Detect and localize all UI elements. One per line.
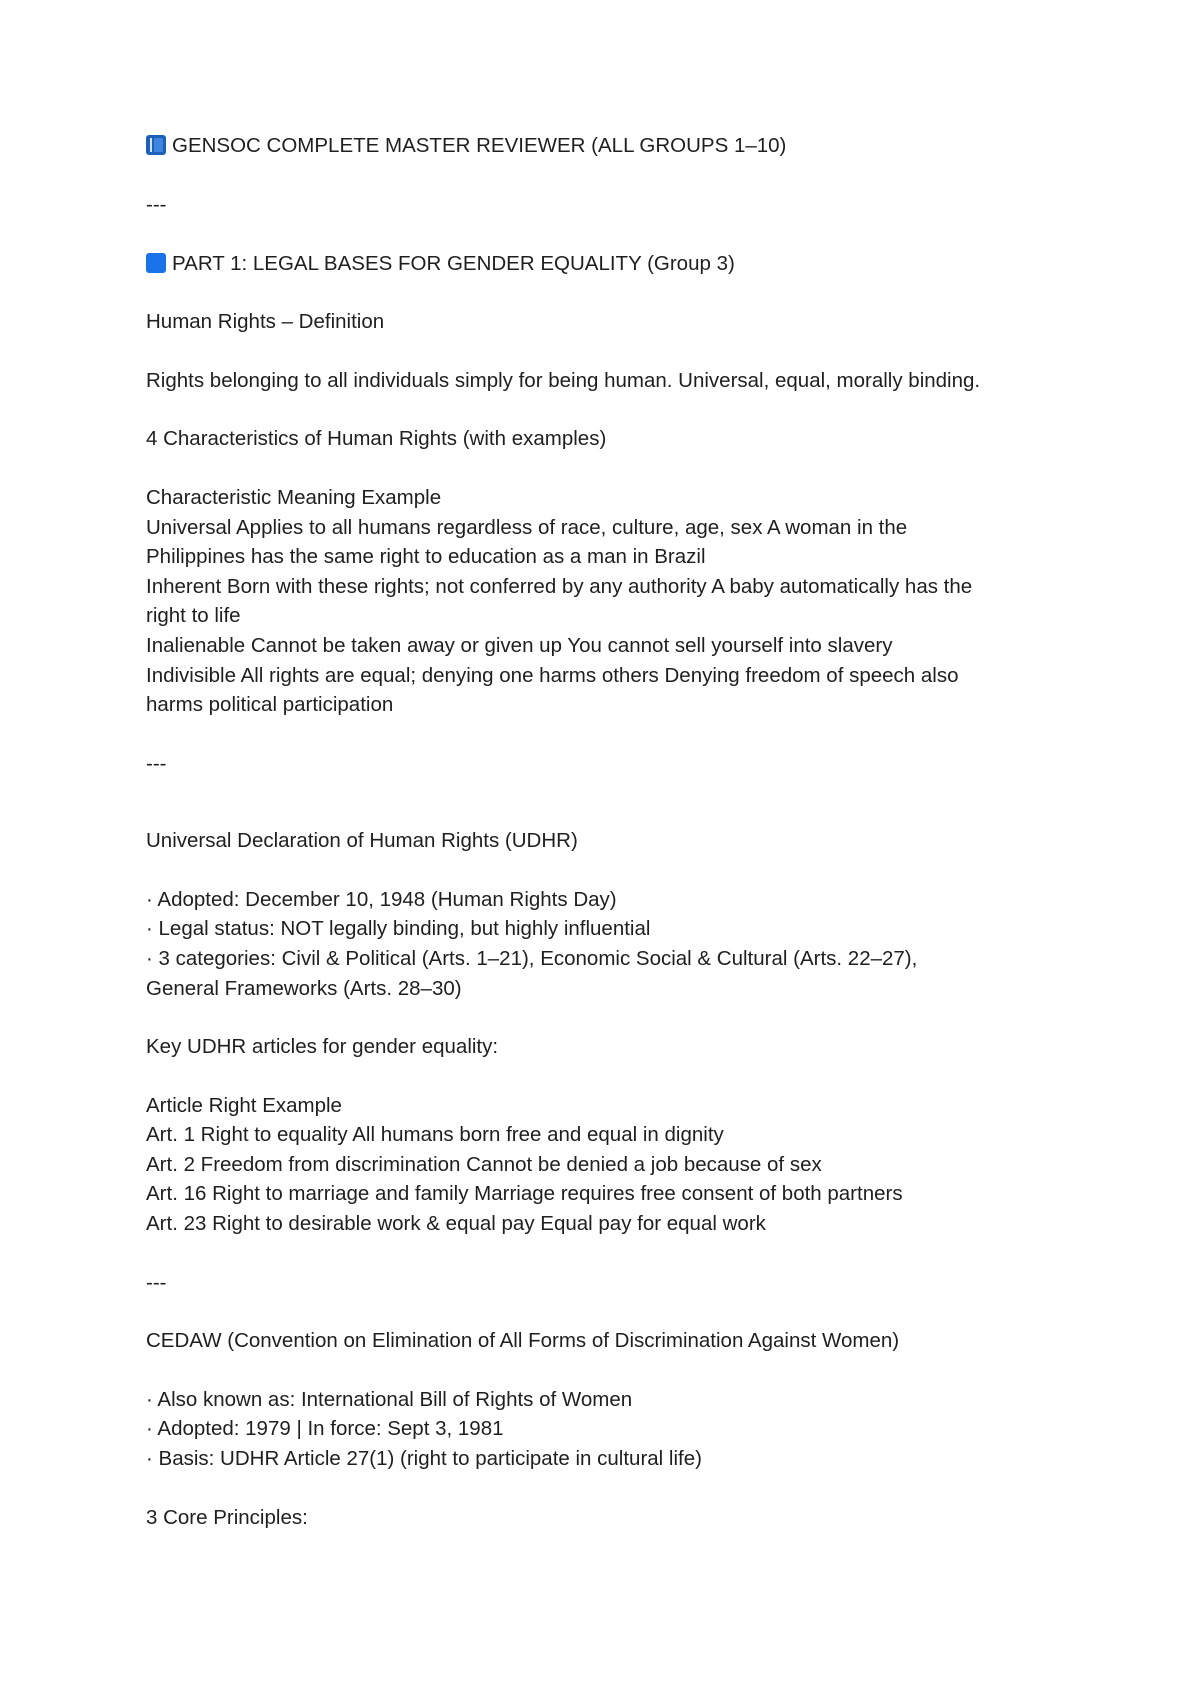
udhr-bullet: · Adopted: December 10, 1948 (Human Rights Day) — [146, 888, 617, 911]
key-articles-heading: Key UDHR articles for gender equality: — [146, 1035, 499, 1058]
articles-row: Art. 23 Right to desirable work & equal pay Equal pay for equal work — [146, 1212, 766, 1235]
articles-table-header: Article Right Example — [146, 1094, 342, 1117]
cedaw-bullet: · Also known as: International Bill of Rights of Women — [146, 1388, 633, 1411]
core-principles-heading: 3 Core Principles: — [146, 1506, 308, 1529]
characteristics-heading: 4 Characteristics of Human Rights (with examples) — [146, 427, 607, 450]
separator: --- — [146, 193, 167, 216]
document-title: GENSOC COMPLETE MASTER REVIEWER (ALL GROUPS 1–10) — [146, 133, 786, 159]
separator: --- — [146, 1271, 167, 1294]
udhr-bullet: General Frameworks (Arts. 28–30) — [146, 977, 462, 1000]
blue-book-icon — [146, 135, 166, 155]
hr-definition-heading: Human Rights – Definition — [146, 310, 385, 333]
udhr-bullet: · Legal status: NOT legally binding, but highly influential — [146, 917, 651, 940]
characteristics-row: Philippines has the same right to education as a man in Brazil — [146, 545, 706, 568]
articles-row: Art. 2 Freedom from discrimination Cannot be denied a job because of sex — [146, 1153, 822, 1176]
separator: --- — [146, 752, 167, 775]
articles-row: Art. 1 Right to equality All humans born free and equal in dignity — [146, 1123, 724, 1146]
characteristics-row: Inalienable Cannot be taken away or given up You cannot sell yourself into slavery — [146, 634, 893, 657]
part1-heading: PART 1: LEGAL BASES FOR GENDER EQUALITY (Group 3) — [146, 251, 735, 277]
characteristics-row: Indivisible All rights are equal; denying one harms others Denying freedom of speech also — [146, 664, 959, 687]
articles-row: Art. 16 Right to marriage and family Marriage requires free consent of both partners — [146, 1182, 903, 1205]
characteristics-row: Inherent Born with these rights; not conferred by any authority A baby automatically has the — [146, 575, 973, 598]
characteristics-row: Universal Applies to all humans regardless of race, culture, age, sex A woman in the — [146, 516, 908, 539]
hr-definition-text: Rights belonging to all individuals simply for being human. Universal, equal, morally binding. — [146, 369, 981, 392]
udhr-bullet: · 3 categories: Civil & Political (Arts. 1–21), Economic Social & Cultural (Arts. 22–27), — [146, 947, 918, 970]
cedaw-heading: CEDAW (Convention on Elimination of All Forms of Discrimination Against Women) — [146, 1329, 900, 1352]
blue-square-icon — [146, 253, 166, 273]
cedaw-bullet: · Basis: UDHR Article 27(1) (right to participate in cultural life) — [146, 1447, 702, 1470]
characteristics-table-header: Characteristic Meaning Example — [146, 486, 442, 509]
characteristics-row: harms political participation — [146, 693, 394, 716]
cedaw-bullet: · Adopted: 1979 | In force: Sept 3, 1981 — [146, 1417, 504, 1440]
characteristics-row: right to life — [146, 604, 241, 627]
udhr-heading: Universal Declaration of Human Rights (UDHR) — [146, 829, 578, 852]
